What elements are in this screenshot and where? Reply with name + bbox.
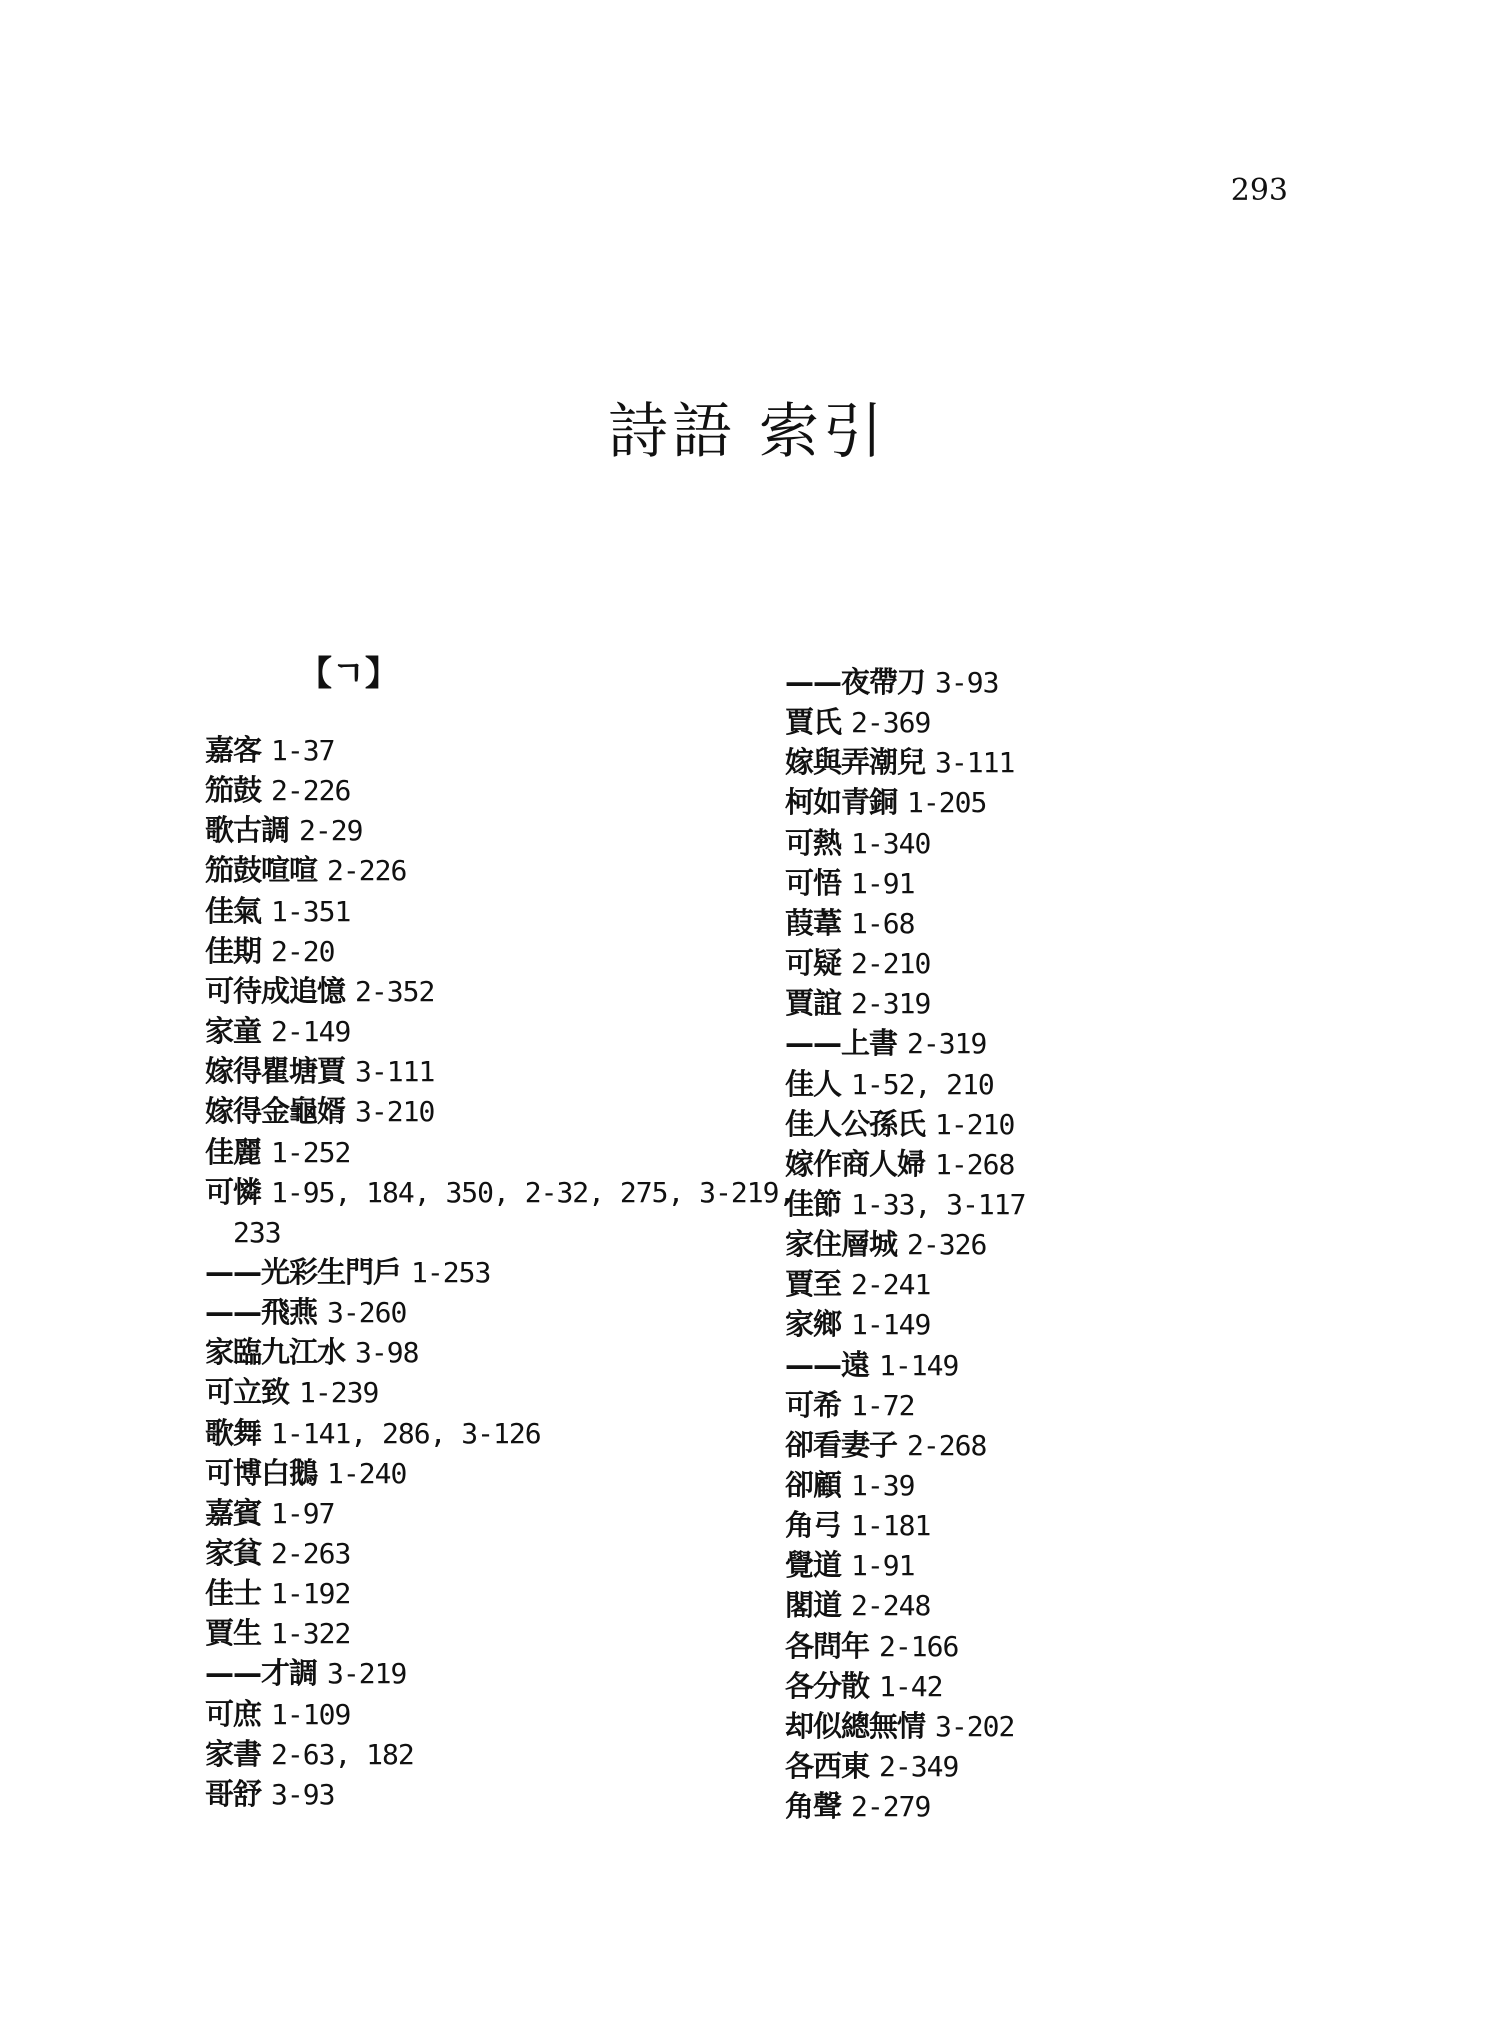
index-refs: 1-72 <box>851 1388 915 1422</box>
index-refs: 2-268 <box>907 1428 987 1462</box>
index-term: 嫁與弄潮兒 <box>785 745 926 780</box>
index-entry <box>205 1736 414 1771</box>
index-entry <box>785 745 1015 780</box>
index-refs: 1-351 <box>271 894 351 928</box>
index-term: 可希 <box>785 1387 842 1422</box>
index-refs: 3-219 <box>327 1657 407 1691</box>
index-term: 嘉客 <box>205 733 262 767</box>
index-term: 各西東 <box>785 1749 870 1784</box>
index-term: ——遠 <box>785 1347 870 1382</box>
index-term: 家住層城 <box>785 1227 898 1262</box>
index-entry <box>785 1508 931 1543</box>
index-term: 柯如青銅 <box>785 785 898 820</box>
index-entry <box>785 1267 931 1302</box>
index-refs: 2-241 <box>851 1268 931 1302</box>
index-term: ——上書 <box>785 1026 898 1061</box>
index-entry <box>205 1014 351 1049</box>
index-term: ——夜帶刀 <box>785 665 926 699</box>
index-entry <box>205 773 351 808</box>
index-term: 賈生 <box>205 1616 262 1651</box>
index-term: 家書 <box>205 1736 262 1771</box>
section-heading: 【ㄱ】 <box>298 654 399 694</box>
index-refs: 1-141, 286, 3-126 <box>271 1416 541 1450</box>
index-refs: 1-68 <box>851 906 915 940</box>
index-refs: 1-239 <box>299 1376 379 1410</box>
index-term: 佳氣 <box>205 893 262 928</box>
index-entry <box>205 1776 335 1811</box>
index-refs: 1-205 <box>907 786 987 820</box>
index-entry <box>785 665 999 699</box>
index-entry <box>205 1375 379 1410</box>
index-term: 可博白鵝 <box>205 1455 318 1490</box>
index-term: 家臨九江水 <box>205 1335 346 1370</box>
index-entry <box>785 1146 1015 1181</box>
index-entry <box>205 973 435 1008</box>
index-entry <box>205 1054 435 1089</box>
index-term: 可立致 <box>205 1375 290 1410</box>
index-term: 却似總無情 <box>785 1708 926 1743</box>
index-entry <box>785 1708 1015 1743</box>
page-number: 293 <box>1230 173 1288 208</box>
index-refs: 2-279 <box>851 1790 931 1824</box>
index-refs: 1-240 <box>327 1456 407 1490</box>
index-entry <box>785 986 931 1021</box>
index-entry <box>205 1656 407 1691</box>
index-refs: 2-20 <box>271 934 335 968</box>
index-refs: 1-37 <box>271 734 335 767</box>
index-term: 可憐 <box>205 1174 262 1209</box>
index-term: 家童 <box>205 1014 262 1049</box>
index-term: 佳節 <box>785 1186 842 1221</box>
index-term: 嫁得瞿塘賈 <box>205 1054 346 1089</box>
index-refs: 1-322 <box>271 1617 351 1651</box>
index-term: 各分散 <box>785 1668 870 1703</box>
index-refs: 2-263 <box>271 1537 351 1570</box>
index-entry <box>785 1668 943 1703</box>
index-refs: 2-29 <box>299 814 363 848</box>
index-term: 佳人公孫氏 <box>785 1106 926 1141</box>
index-term: 可待成追憶 <box>205 973 346 1008</box>
index-entry <box>785 1588 931 1623</box>
index-refs: 2-226 <box>327 854 407 888</box>
index-term: 閣道 <box>785 1588 842 1623</box>
index-entry <box>205 1536 351 1570</box>
index-term: 角弓 <box>785 1508 842 1543</box>
index-entry <box>205 1174 795 1209</box>
index-entry <box>205 1094 435 1129</box>
index-term: 卻顧 <box>785 1468 842 1502</box>
index-entry <box>205 1335 419 1370</box>
index-entry <box>785 1427 987 1462</box>
index-entry <box>785 1307 931 1342</box>
index-term: 佳人 <box>785 1066 842 1101</box>
index-entry <box>785 1066 994 1101</box>
index-term: 卻看妻子 <box>785 1427 898 1462</box>
index-entry <box>785 1548 915 1583</box>
index-entry <box>785 785 987 820</box>
page-title: 詩語 索引 <box>607 397 888 467</box>
index-refs: 2-149 <box>271 1015 351 1049</box>
index-refs: 1-33, 3-117 <box>851 1187 1026 1221</box>
index-refs: 2-319 <box>907 1027 987 1061</box>
index-refs: 1-95, 184, 350, 2-32, 275, 3-219, <box>271 1175 795 1209</box>
index-refs: 2-166 <box>879 1629 959 1663</box>
index-refs: 233 <box>233 1215 281 1249</box>
index-term: 家貧 <box>205 1536 262 1570</box>
index-entry <box>785 1387 915 1422</box>
index-refs: 3-210 <box>355 1095 435 1129</box>
index-term: 嫁作商人婦 <box>785 1146 926 1181</box>
index-refs: 1-91 <box>851 1549 915 1583</box>
index-refs: 2-63, 182 <box>271 1737 414 1771</box>
index-refs: 1-109 <box>271 1697 351 1731</box>
index-term: 覺道 <box>785 1548 842 1583</box>
index-refs: 3-111 <box>355 1055 435 1089</box>
index-entry <box>205 1295 407 1330</box>
index-entry <box>785 865 915 900</box>
index-refs: 2-226 <box>271 774 351 808</box>
index-refs: 2-352 <box>355 974 435 1008</box>
index-entry <box>233 1215 281 1249</box>
index-refs: 2-319 <box>851 987 931 1021</box>
index-refs: 2-326 <box>907 1228 987 1262</box>
index-term: 賈誼 <box>785 986 842 1021</box>
index-refs: 3-202 <box>935 1709 1015 1743</box>
index-entry <box>205 893 351 928</box>
index-term: 家鄉 <box>785 1307 842 1342</box>
index-refs: 1-149 <box>851 1308 931 1342</box>
index-entry <box>205 1576 351 1611</box>
index-term: 賈氏 <box>785 705 842 740</box>
index-term: 嘉賓 <box>205 1495 262 1530</box>
index-term: 各問年 <box>785 1628 870 1663</box>
index-refs: 1-210 <box>935 1107 1015 1141</box>
index-refs: 1-181 <box>851 1509 931 1543</box>
index-entry <box>785 1468 915 1502</box>
index-term: 笳鼓喧喧 <box>205 853 318 888</box>
index-term: 歌古調 <box>205 813 290 848</box>
index-term: 佳麗 <box>205 1134 262 1169</box>
index-refs: 1-42 <box>879 1669 943 1703</box>
index-refs: 1-97 <box>271 1496 335 1530</box>
index-refs: 1-268 <box>935 1147 1015 1181</box>
index-entry <box>205 1616 351 1651</box>
index-term: 哥舒 <box>205 1776 262 1811</box>
index-entry <box>205 1495 335 1530</box>
index-term: 笳鼓 <box>205 773 262 808</box>
index-entry <box>205 1134 351 1169</box>
index-refs: 2-369 <box>851 706 931 740</box>
index-entry <box>205 813 363 848</box>
index-entry <box>205 933 335 968</box>
index-refs: 2-248 <box>851 1589 931 1623</box>
index-refs: 3-93 <box>271 1777 335 1811</box>
index-term: 角聲 <box>785 1789 842 1824</box>
index-entry <box>205 1455 407 1490</box>
index-term: 嫁得金龜婿 <box>205 1094 346 1129</box>
index-refs: 3-260 <box>327 1296 407 1330</box>
index-term: 歌舞 <box>205 1415 262 1450</box>
index-refs: 1-52, 210 <box>851 1067 994 1101</box>
index-term: 可庶 <box>205 1696 262 1731</box>
index-entry <box>205 1696 351 1731</box>
index-term: 佳期 <box>205 933 262 968</box>
index-refs: 3-111 <box>935 746 1015 780</box>
index-refs: 1-253 <box>411 1255 491 1289</box>
index-entry <box>785 905 915 940</box>
index-refs: 2-349 <box>879 1750 959 1784</box>
index-entry <box>785 825 931 860</box>
index-refs: 1-39 <box>851 1469 915 1502</box>
index-refs: 1-252 <box>271 1135 351 1169</box>
index-term: 佳士 <box>205 1576 262 1611</box>
index-entry <box>205 733 335 767</box>
index-term: ——才調 <box>205 1656 318 1691</box>
index-refs: 1-340 <box>851 826 931 860</box>
index-term: ——光彩生門戶 <box>205 1254 402 1289</box>
index-refs: 1-91 <box>851 866 915 900</box>
index-entry <box>785 705 931 740</box>
index-entry <box>785 1227 987 1262</box>
index-entry <box>785 1347 959 1382</box>
index-refs: 3-98 <box>355 1336 419 1370</box>
index-entry <box>205 1415 541 1450</box>
index-refs: 3-93 <box>935 666 999 699</box>
index-entry <box>785 1186 1026 1221</box>
index-term: 賈至 <box>785 1267 842 1302</box>
index-entry <box>785 946 931 981</box>
index-entry <box>785 1628 959 1663</box>
index-term: ——飛燕 <box>205 1295 318 1330</box>
index-entry <box>785 1789 931 1824</box>
index-term: 葭葦 <box>785 905 842 940</box>
index-entry <box>205 1254 491 1289</box>
index-entry <box>785 1026 987 1061</box>
index-refs: 1-149 <box>879 1348 959 1382</box>
index-entry <box>785 1749 959 1784</box>
index-entry <box>785 1106 1015 1141</box>
index-refs: 2-210 <box>851 947 931 981</box>
index-term: 可熱 <box>785 825 842 860</box>
index-entry <box>205 853 407 888</box>
index-term: 可悟 <box>785 865 842 900</box>
index-refs: 1-192 <box>271 1577 351 1611</box>
index-term: 可疑 <box>785 946 842 981</box>
